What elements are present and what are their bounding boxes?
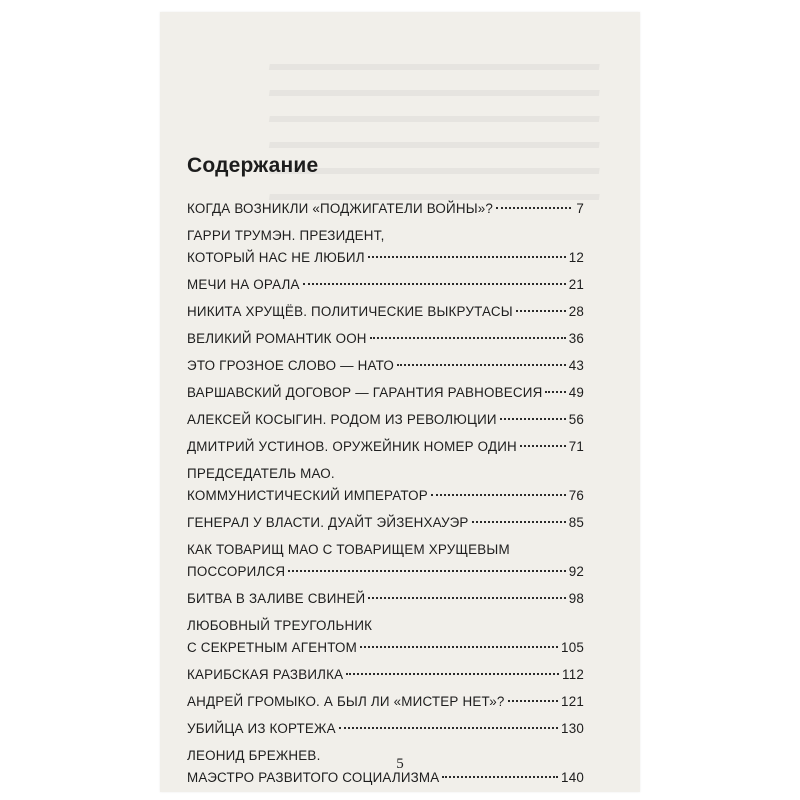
toc-entry-title: АНДРЕЙ ГРОМЫКО. А БЫЛ ЛИ «МИСТЕР НЕТ»? — [187, 694, 505, 709]
toc-entry — [187, 301, 584, 323]
toc-entry-title: КОГДА ВОЗНИКЛИ «ПОДЖИГАТЕЛИ ВОЙНЫ»? — [187, 201, 494, 216]
toc-entry-title: КАРИБСКАЯ РАЗВИЛКА — [187, 667, 344, 682]
toc-entry — [187, 463, 584, 507]
toc-entry — [187, 382, 584, 404]
toc-entry-title: МАЭСТРО РАЗВИТОГО СОЦИАЛИЗМА — [187, 770, 440, 785]
dot-leader — [516, 310, 566, 312]
dot-leader — [346, 673, 559, 675]
toc-entry-row — [187, 274, 584, 296]
toc-entry — [187, 198, 584, 220]
toc-entry — [187, 328, 584, 350]
toc-entry-title: С СЕКРЕТНЫМ АГЕНТОМ — [187, 640, 357, 655]
toc-entry-page-number: 105 — [561, 640, 584, 655]
toc-entry-row — [187, 355, 584, 377]
toc-entry-row — [187, 664, 584, 686]
dot-leader — [442, 776, 558, 778]
toc-entry-row — [187, 328, 584, 350]
toc-entry-row — [187, 409, 584, 431]
toc-entries — [187, 198, 584, 792]
toc-entry-row — [187, 718, 584, 740]
toc-entry-title-line: ПРЕДСЕДАТЕЛЬ МАО. — [187, 466, 335, 481]
toc-entry-title: ПОССОРИЛСЯ — [187, 564, 286, 579]
toc-entry-page-number: 7 — [576, 201, 584, 216]
toc-entry-title-line: КАК ТОВАРИЩ МАО С ТОВАРИЩЕМ ХРУЩЕВЫМ — [187, 542, 510, 557]
toc-entry — [187, 436, 584, 458]
toc-entry-row — [187, 588, 584, 610]
toc-entry-title: ВЕЛИКИЙ РОМАНТИК ООН — [187, 331, 367, 346]
toc-entry-page-number: 85 — [568, 515, 584, 530]
toc-entry-page-number: 92 — [568, 564, 584, 579]
toc-entry-row — [187, 198, 584, 220]
toc-entry-page-number: 112 — [562, 667, 584, 682]
dot-leader — [360, 646, 558, 648]
dot-leader — [500, 418, 566, 420]
entry-spacer — [187, 789, 584, 792]
toc-entry — [187, 588, 584, 610]
dot-leader — [431, 494, 566, 496]
dot-leader — [370, 337, 566, 339]
toc-entry-row — [187, 561, 584, 583]
toc-heading: Содержание — [187, 154, 319, 177]
toc-entry-row — [187, 637, 584, 659]
toc-entry — [187, 409, 584, 431]
toc-entry-title-line: ЛЕОНИД БРЕЖНЕВ. — [187, 748, 321, 763]
dot-leader — [472, 521, 566, 523]
toc-entry-title-line: ГАРРИ ТРУМЭН. ПРЕЗИДЕНТ, — [187, 228, 385, 243]
dot-leader — [520, 445, 566, 447]
book-page — [160, 12, 640, 792]
dot-leader — [368, 597, 565, 599]
toc-entry — [187, 539, 584, 583]
toc-entry-row — [187, 301, 584, 323]
toc-entry — [187, 355, 584, 377]
toc-entry-title: НИКИТА ХРУЩЁВ. ПОЛИТИЧЕСКИЕ ВЫКРУТАСЫ — [187, 304, 513, 319]
toc-entry-title: ВАРШАВСКИЙ ДОГОВОР — ГАРАНТИЯ РАВНОВЕСИЯ — [187, 385, 543, 400]
toc-entry-page-number: 49 — [568, 385, 584, 400]
toc-entry-title-line: ЛЮБОВНЫЙ ТРЕУГОЛЬНИК — [187, 618, 373, 633]
dot-leader — [397, 364, 566, 366]
toc-entry-title: КОММУНИСТИЧЕСКИЙ ИМПЕРАТОР — [187, 488, 428, 503]
toc-entry-page-number: 140 — [561, 770, 584, 785]
toc-entry — [187, 512, 584, 534]
table-of-contents — [187, 152, 584, 792]
dot-leader — [339, 727, 558, 729]
dot-leader — [368, 256, 566, 258]
toc-entry-page-number: 76 — [568, 488, 584, 503]
toc-entry-page-number: 28 — [568, 304, 584, 319]
toc-entry-title: АЛЕКСЕЙ КОСЫГИН. РОДОМ ИЗ РЕВОЛЮЦИИ — [187, 412, 497, 427]
toc-entry-title: БИТВА В ЗАЛИВЕ СВИНЕЙ — [187, 591, 366, 606]
toc-entry — [187, 225, 584, 269]
toc-entry-title: КОТОРЫЙ НАС НЕ ЛЮБИЛ — [187, 250, 365, 265]
toc-entry-page-number: 130 — [561, 721, 584, 736]
dot-leader — [496, 207, 571, 209]
toc-entry — [187, 691, 584, 713]
toc-entry-row — [187, 382, 584, 404]
toc-entry — [187, 718, 584, 740]
dot-leader — [303, 283, 566, 285]
toc-entry — [187, 615, 584, 659]
toc-entry-title: УБИЙЦА ИЗ КОРТЕЖА — [187, 721, 336, 736]
toc-entry — [187, 274, 584, 296]
toc-entry-page-number: 21 — [568, 277, 584, 292]
toc-entry-row — [187, 512, 584, 534]
toc-entry-title: МЕЧИ НА ОРАЛА — [187, 277, 300, 292]
dot-leader — [545, 391, 565, 393]
toc-entry-page-number: 12 — [568, 250, 584, 265]
toc-entry-page-number: 121 — [561, 694, 584, 709]
toc-entry-page-number: 71 — [568, 439, 584, 454]
toc-entry — [187, 664, 584, 686]
toc-entry-row — [187, 436, 584, 458]
page-number: 5 — [396, 756, 404, 772]
toc-entry-row — [187, 691, 584, 713]
toc-entry-page-number: 56 — [568, 412, 584, 427]
toc-entry-row — [187, 485, 584, 507]
toc-entry-title: ГЕНЕРАЛ У ВЛАСТИ. ДУАЙТ ЭЙЗЕНХАУЭР — [187, 515, 469, 530]
toc-entry-row — [187, 247, 584, 269]
toc-entry-title: ДМИТРИЙ УСТИНОВ. ОРУЖЕЙНИК НОМЕР ОДИН — [187, 439, 517, 454]
dot-leader — [508, 700, 559, 702]
dot-leader — [288, 570, 566, 572]
toc-entry-page-number: 36 — [568, 331, 584, 346]
toc-entry-page-number: 43 — [568, 358, 584, 373]
toc-entry-title: ЭТО ГРОЗНОЕ СЛОВО — НАТО — [187, 358, 394, 373]
toc-entry-page-number: 98 — [568, 591, 584, 606]
